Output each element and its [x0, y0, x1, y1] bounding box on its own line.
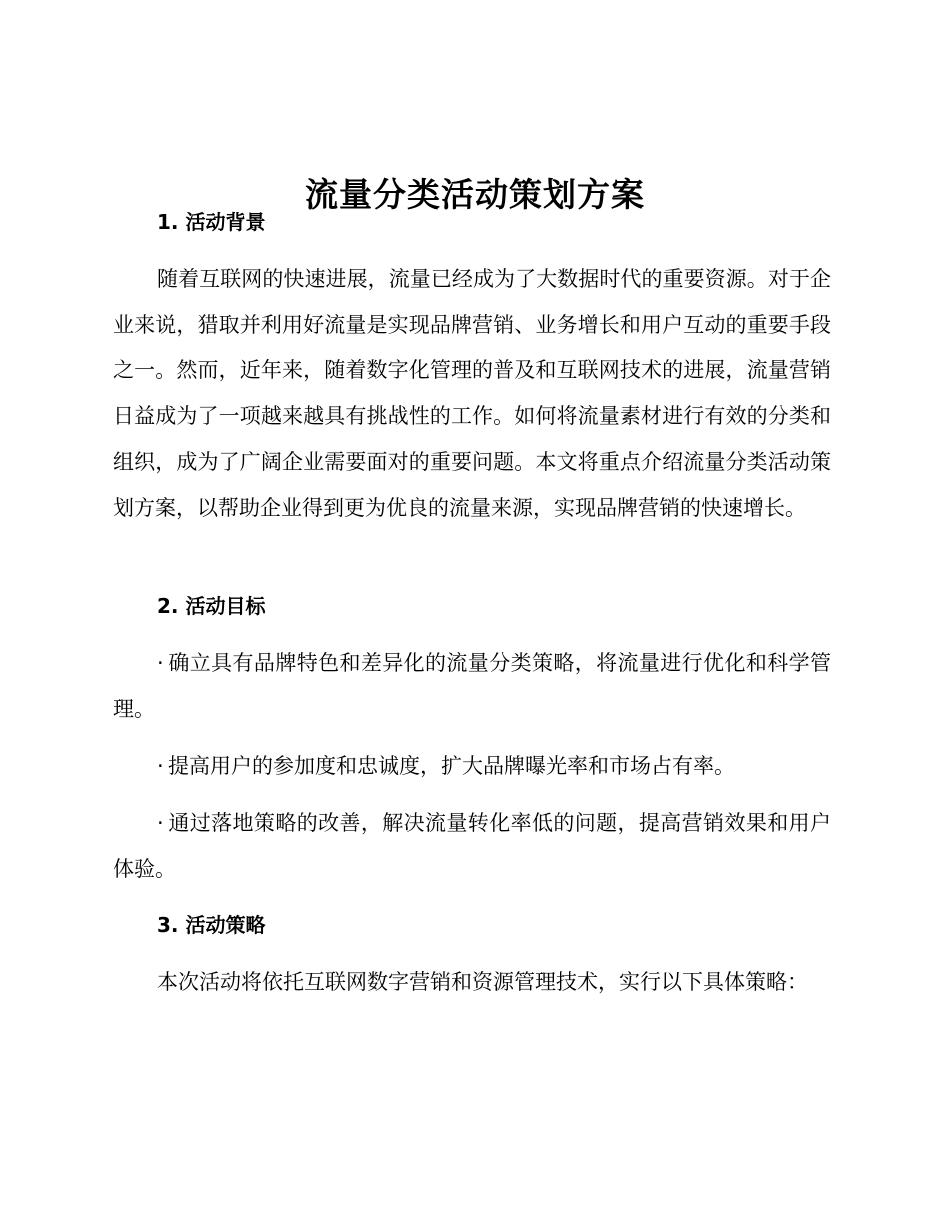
section-heading-strategy: 3. 活动策略 [157, 913, 266, 937]
list-item [113, 801, 831, 892]
bullet-symbol: · [157, 651, 164, 675]
list-item [113, 641, 831, 732]
bullet-symbol: · [157, 754, 164, 778]
list-item-text: 确立具有品牌特色和差异化的流量分类策略，将流量进行优化和科学管理。 [113, 651, 831, 721]
paragraph-strategy: 本次活动将依托互联网数字营销和资源管理技术，实行以下具体策略： [157, 970, 808, 994]
list-item-text: 通过落地策略的改善，解决流量转化率低的问题，提高营销效果和用户体验。 [113, 811, 831, 881]
section-heading-goals: 2. 活动目标 [157, 594, 266, 618]
document-title: 流量分类活动策划方案 [305, 175, 645, 215]
paragraph-background: 随着互联网的快速进展，流量已经成为了大数据时代的重要资源。对于企业来说，猎取并利用好流量是实现品牌营销、业务增长和用户互动的重要手段之一。然而，近年来，随着数字化管理的普及和互联网技术的进展，流量营销日益成为了一项越来越具有挑战性的工作。如何将流量素材进行有效的分类和组织，成为了广阔企业需要面对的重要问题。本文将重点介绍流量分类活动策划方案，以帮助企业得到更为优良的流量来源，实现品牌营销的快速增长。 [113, 267, 831, 520]
section-heading-background: 1. 活动背景 [157, 210, 266, 234]
list-item-text: 提高用户的参加度和忠诚度，扩大品牌曝光率和市场占有率。 [168, 754, 735, 778]
bullet-symbol: · [157, 811, 164, 835]
list-item [113, 744, 831, 790]
